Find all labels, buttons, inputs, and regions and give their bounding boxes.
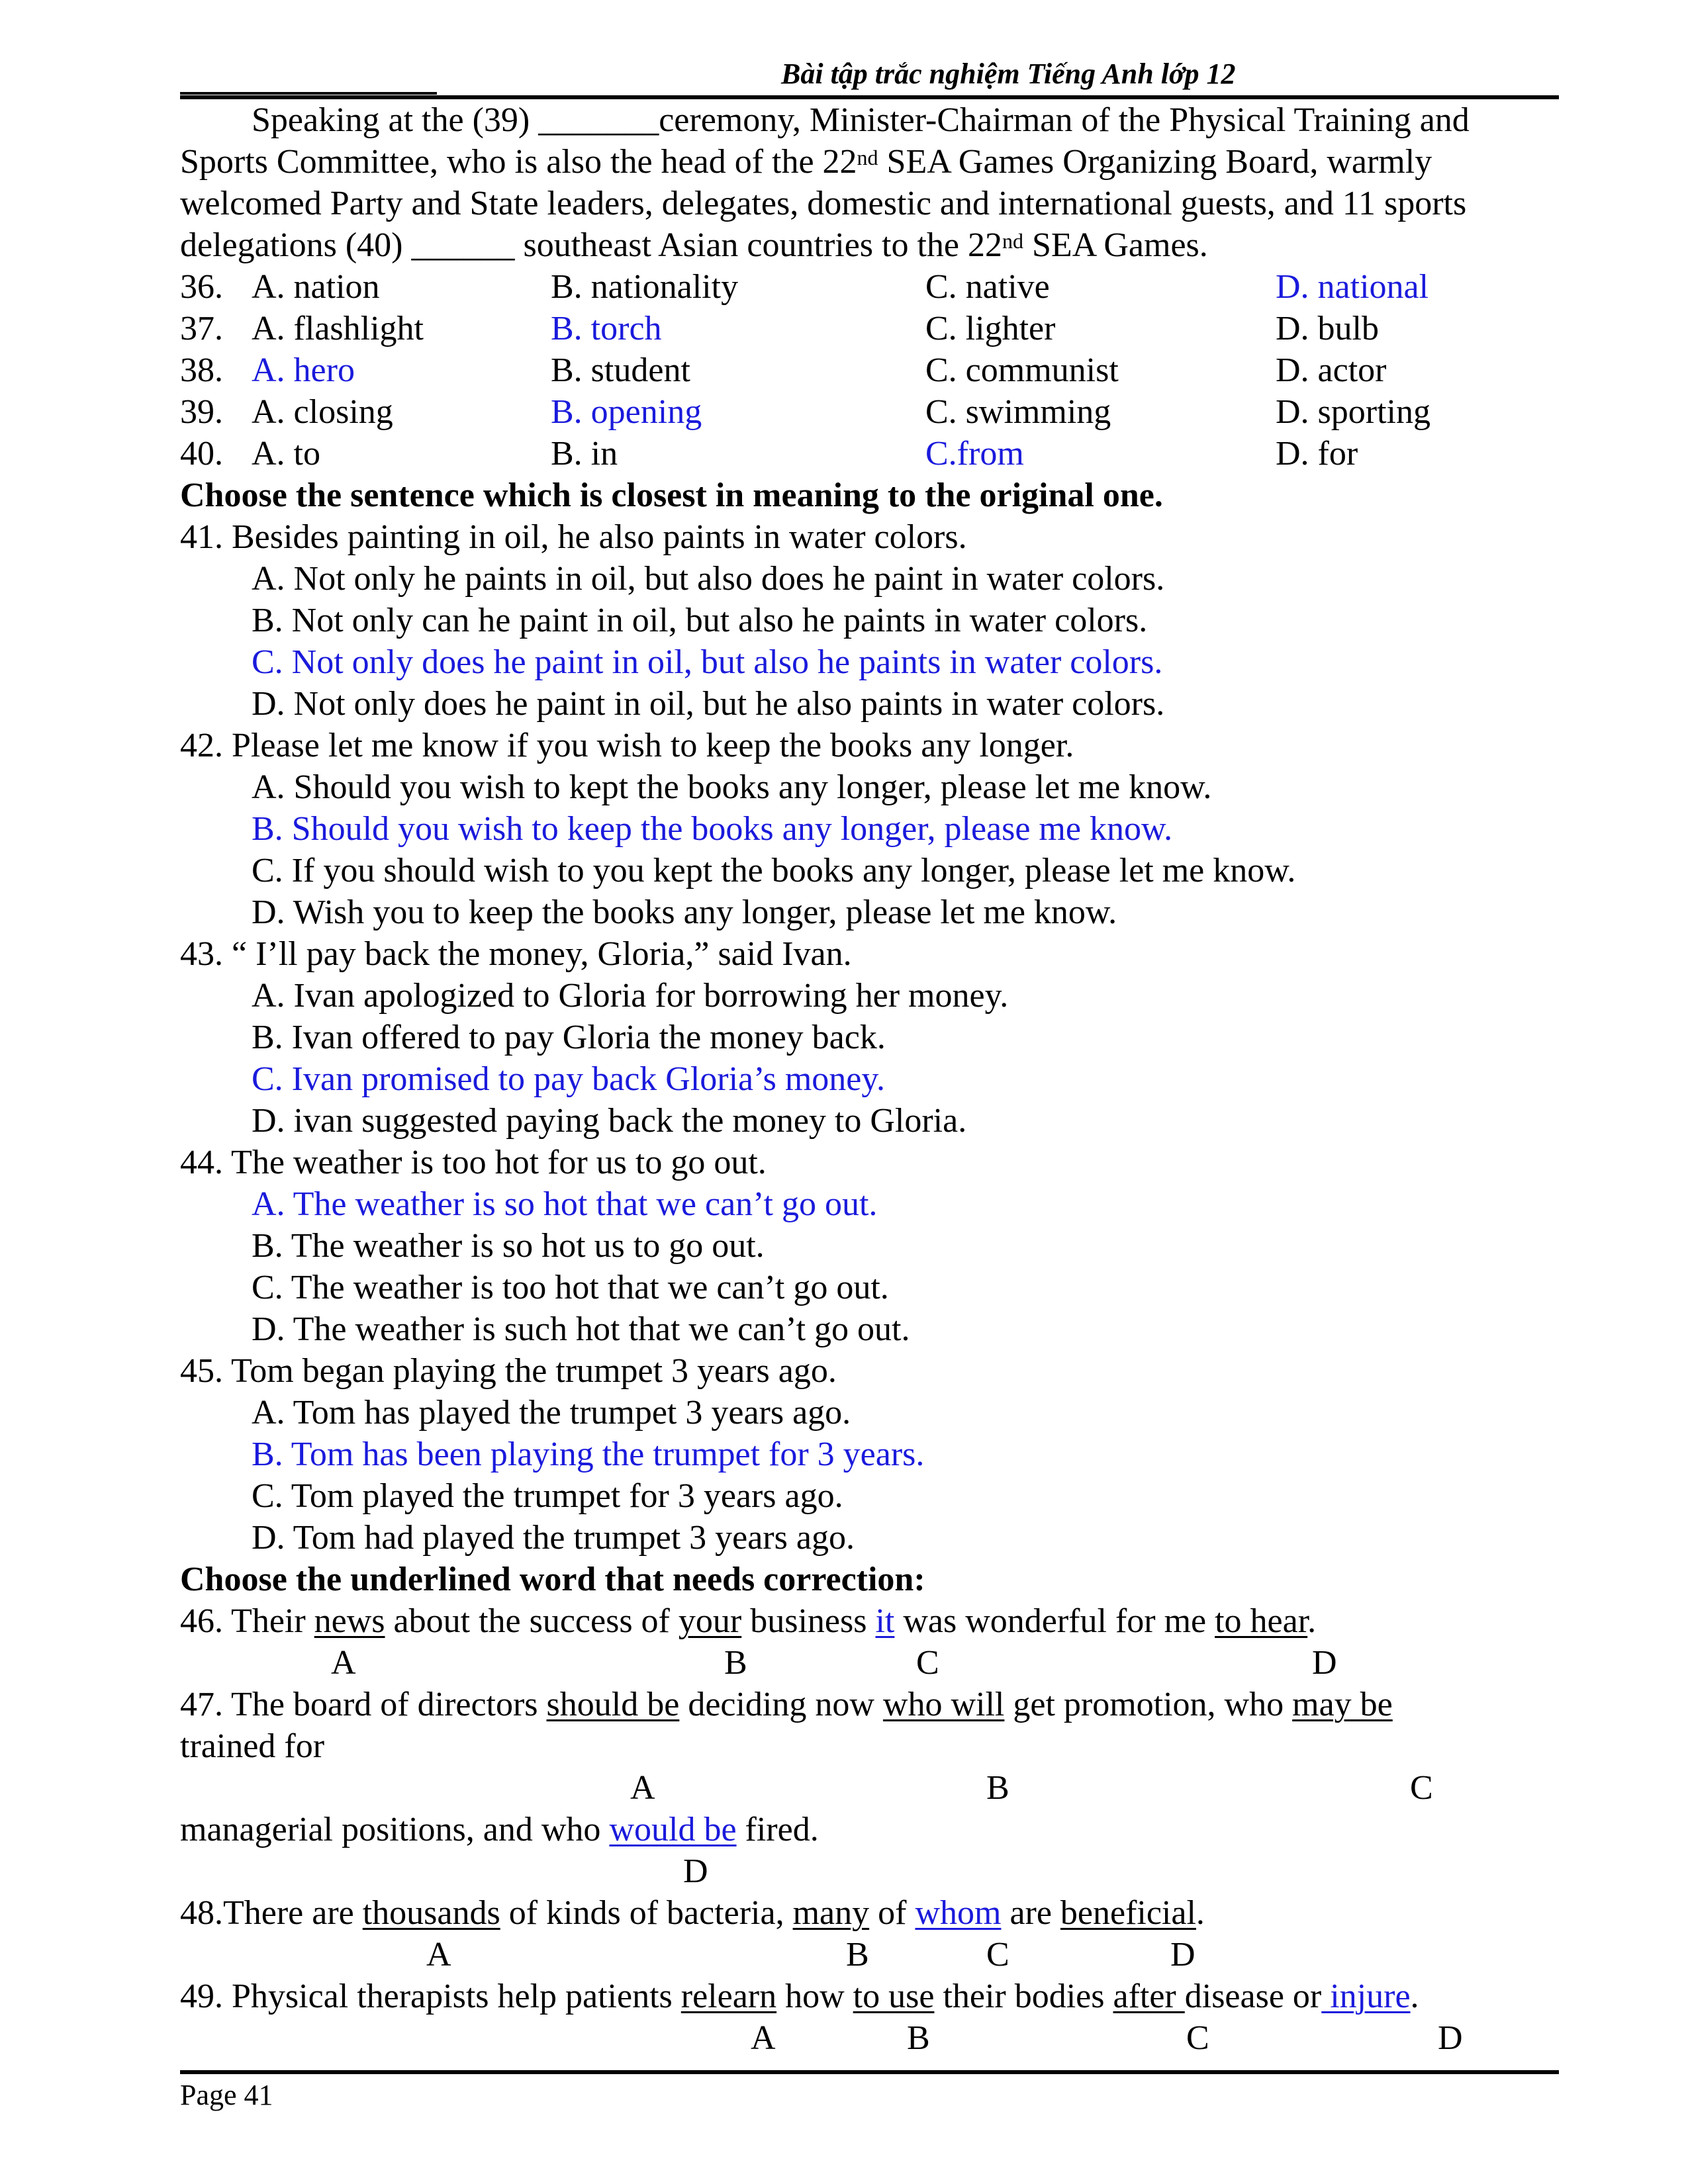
q49-sentence: 49. Physical therapists help patients relearn how to use their bodies after disease or injure. <box>180 1978 1419 2015</box>
q47-sentence-line-3: managerial positions, and who would be fired. <box>180 1811 819 1848</box>
q49-letters: A B C D <box>751 2019 1463 2057</box>
q41-option-a: A. Not only he paints in oil, but also does he paint in water colors. <box>252 560 1165 598</box>
header-title: Bài tập trắc nghiệm Tiếng Anh lớp 12 <box>781 58 1236 90</box>
q42-option-a: A. Should you wish to kept the books any longer, please let me know. <box>252 768 1212 806</box>
q47-sentence-line-2: trained for <box>180 1727 325 1765</box>
q43-stem: 43. “ I’ll pay back the money, Gloria,” said Ivan. <box>180 935 852 973</box>
q44-stem: 44. The weather is too hot for us to go out. <box>180 1144 767 1181</box>
q44-option-c: C. The weather is too hot that we can’t go out. <box>252 1269 889 1306</box>
mcq-row-38: 38. A. hero B. student C. communist D. actor <box>180 349 1559 391</box>
q44-option-a: A. The weather is so hot that we can’t go out. <box>252 1185 878 1223</box>
page-number: Page 41 <box>180 2079 273 2111</box>
mcq-row-37: 37. A. flashlight B. torch C. lighter D. bulb <box>180 308 1559 349</box>
q42-option-c: C. If you should wish to you kept the books any longer, please let me know. <box>252 852 1296 889</box>
q47-sentence-line-1: 47. The board of directors should be deciding now who will get promotion, who may be <box>180 1686 1393 1723</box>
answer-option: A. hero <box>252 351 355 389</box>
q41-option-b: B. Not only can he paint in oil, but also he paints in water colors. <box>252 602 1148 639</box>
header-short-rule <box>180 92 437 95</box>
q42-option-b: B. Should you wish to keep the books any longer, please me know. <box>252 810 1173 848</box>
q48-letters: A B C D <box>426 1936 1196 1974</box>
passage-line-1: Speaking at the (39) _______ceremony, Minister-Chairman of the Physical Training and <box>252 101 1470 139</box>
q45-option-b: B. Tom has been playing the trumpet for 3 years. <box>252 1435 925 1473</box>
q42-option-d: D. Wish you to keep the books any longer, please let me know. <box>252 893 1117 931</box>
q45-option-c: C. Tom played the trumpet for 3 years ago. <box>252 1477 843 1515</box>
q46-sentence: 46. Their news about the success of your business it was wonderful for me to hear. <box>180 1602 1317 1640</box>
q47-letter-d: D <box>683 1852 708 1890</box>
page-content <box>180 99 1559 2059</box>
q41-option-d: D. Not only does he paint in oil, but he also paints in water colors. <box>252 685 1165 723</box>
answer-option: D. national <box>1276 268 1429 306</box>
q45-option-d: D. Tom had played the trumpet 3 years ago. <box>252 1519 855 1557</box>
q43-option-a: A. Ivan apologized to Gloria for borrowing her money. <box>252 977 1009 1015</box>
section-heading-meaning: Choose the sentence which is closest in meaning to the original one. <box>180 477 1163 514</box>
q44-option-d: D. The weather is such hot that we can’t go out. <box>252 1310 910 1348</box>
q43-option-c: C. Ivan promised to pay back Gloria’s money. <box>252 1060 885 1098</box>
q42-stem: 42. Please let me know if you wish to keep the books any longer. <box>180 727 1074 764</box>
mcq-row-40: 40. A. to B. in C.from D. for <box>180 433 1559 475</box>
answer-option: B. torch <box>551 310 662 347</box>
footer-rule <box>180 2070 1559 2074</box>
q48-sentence: 48.There are thousands of kinds of bacteria, many of whom are beneficial. <box>180 1894 1205 1932</box>
passage-line-3: welcomed Party and State leaders, delegates, domestic and international guests, and 11 sports <box>180 185 1467 222</box>
q44-option-b: B. The weather is so hot us to go out. <box>252 1227 765 1265</box>
answer-option: B. opening <box>551 393 702 431</box>
q45-stem: 45. Tom began playing the trumpet 3 years ago. <box>180 1352 837 1390</box>
q45-option-a: A. Tom has played the trumpet 3 years ago. <box>252 1394 851 1432</box>
passage-line-2: Sports Committee, who is also the head of the 22nd SEA Games Organizing Board, warmly <box>180 143 1432 181</box>
q41-stem: 41. Besides painting in oil, he also paints in water colors. <box>180 518 967 556</box>
mcq-row-36: 36. A. nation B. nationality C. native D. national <box>180 266 1559 308</box>
q41-option-c: C. Not only does he paint in oil, but also he paints in water colors. <box>252 643 1163 681</box>
q47-letters-abc: A B C <box>630 1769 1433 1807</box>
q46-letters: A B C D <box>331 1644 1337 1682</box>
q43-option-b: B. Ivan offered to pay Gloria the money back. <box>252 1019 886 1056</box>
section-heading-correction: Choose the underlined word that needs correction: <box>180 1561 925 1598</box>
answer-option: C.from <box>925 435 1024 473</box>
passage-line-4: delegations (40) ______ southeast Asian countries to the 22nd SEA Games. <box>180 226 1208 264</box>
mcq-row-39: 39. A. closing B. opening C. swimming D. sporting <box>180 391 1559 433</box>
q43-option-d: D. ivan suggested paying back the money to Gloria. <box>252 1102 967 1140</box>
